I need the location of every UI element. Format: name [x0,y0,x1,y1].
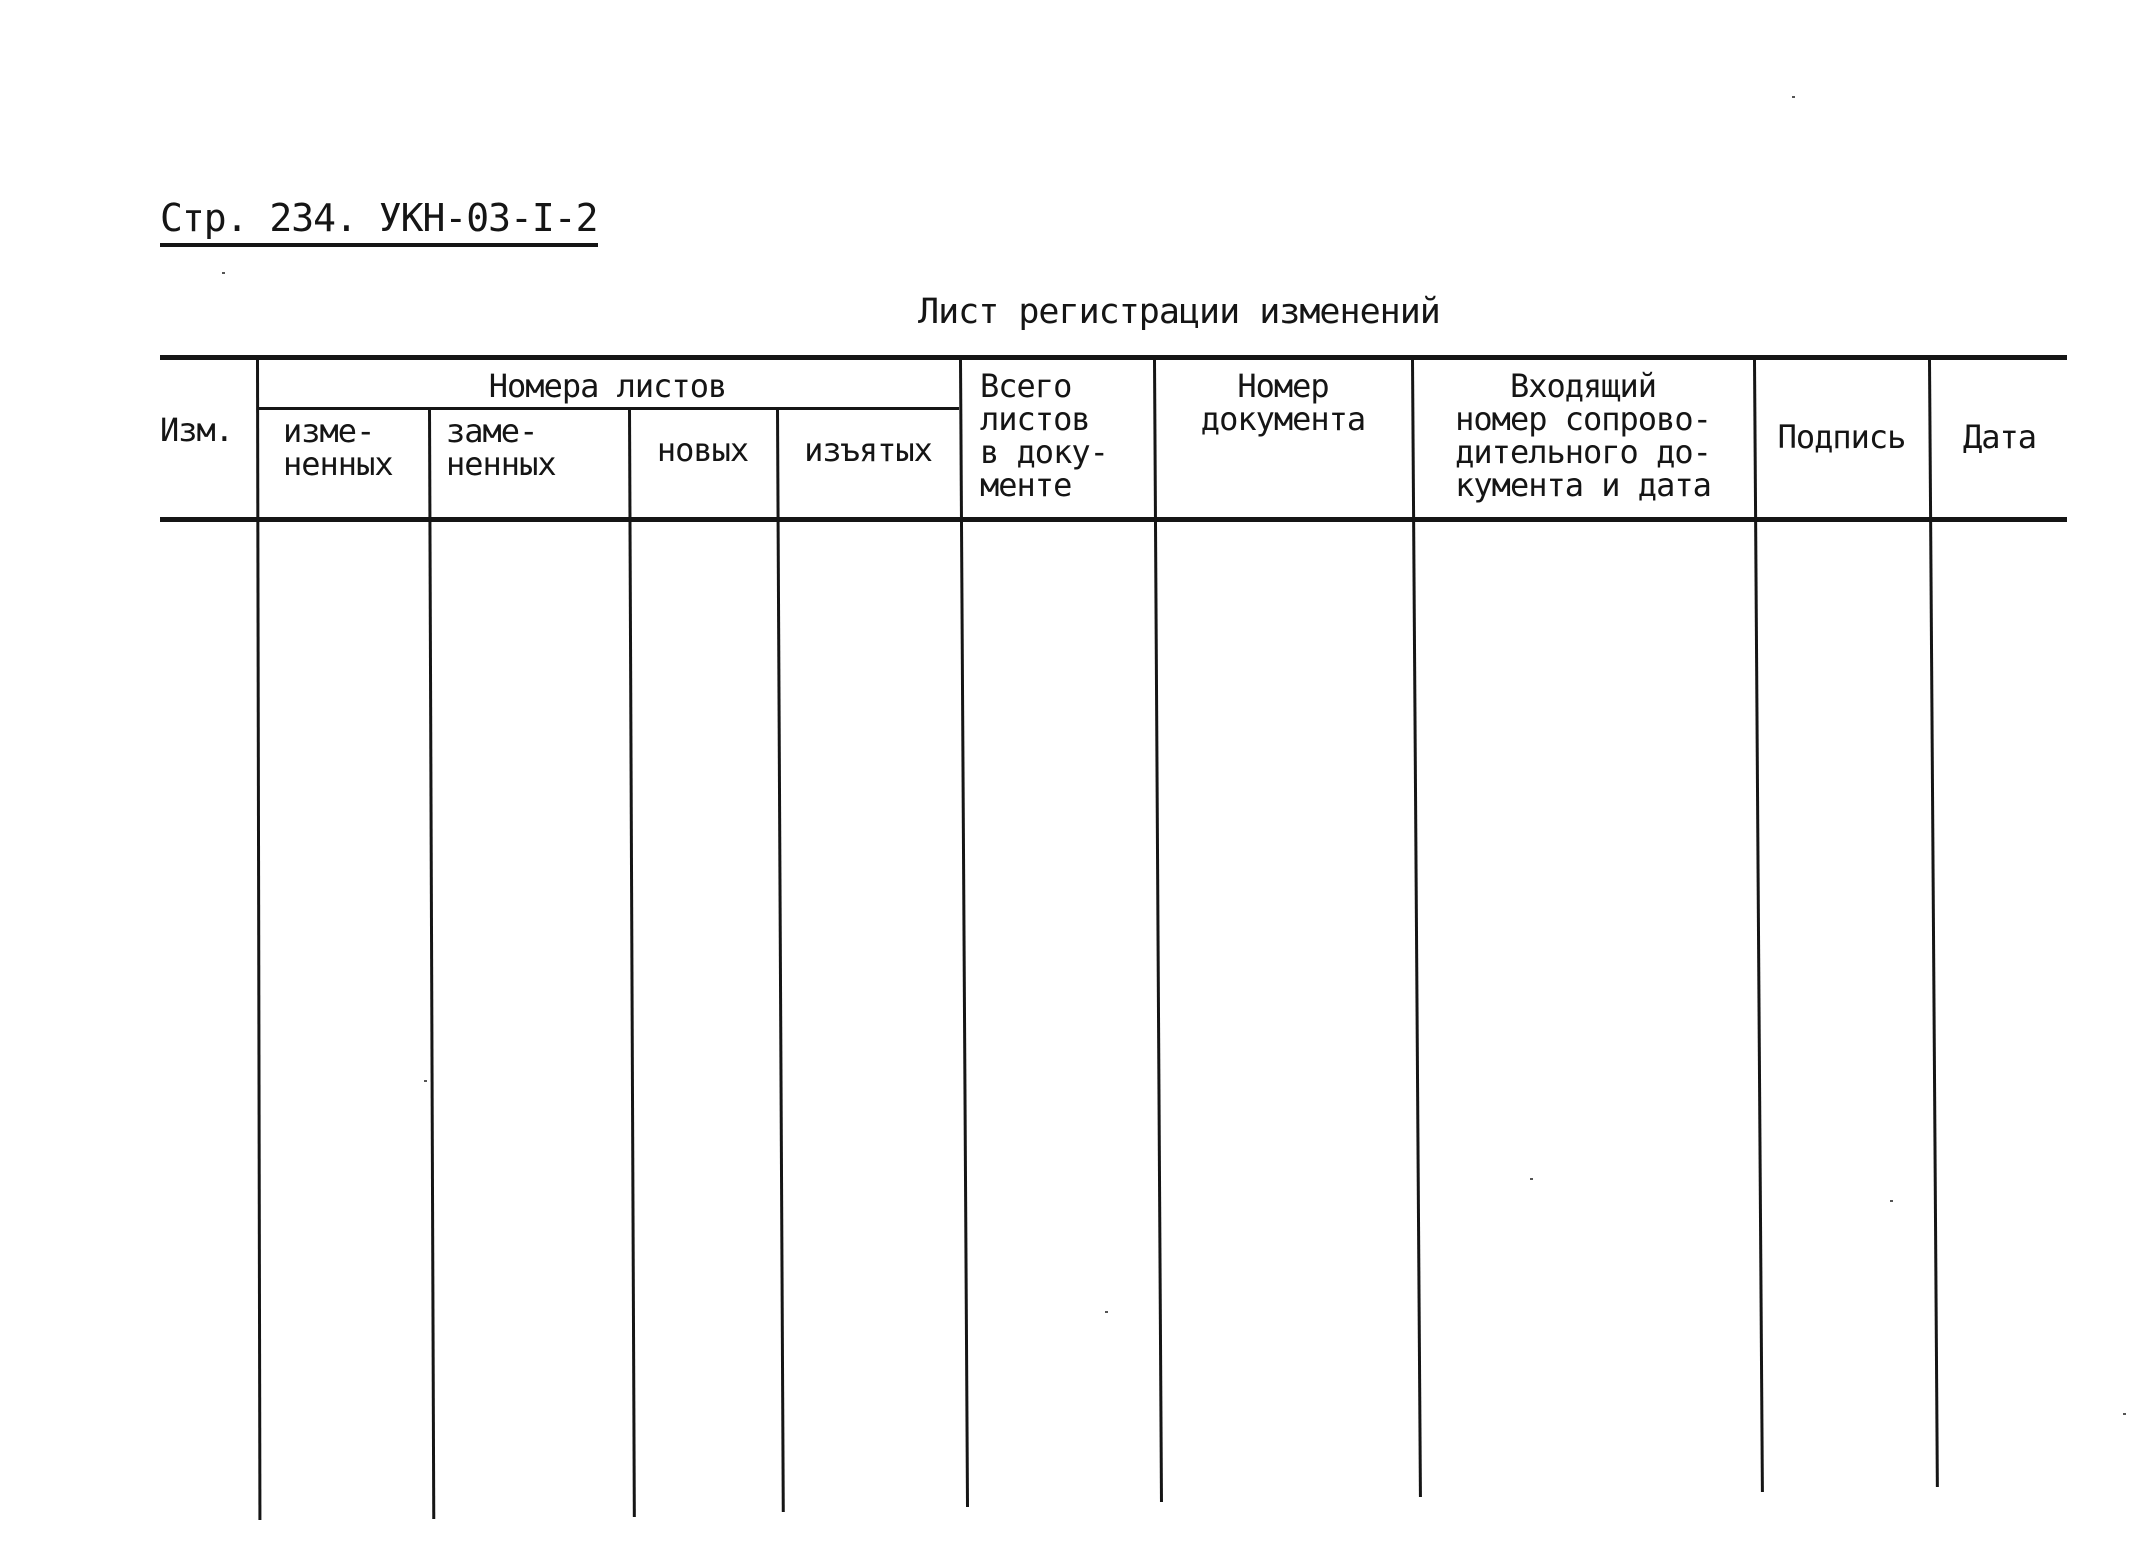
header-replaced: заме- ненных [446,412,556,483]
page-reference: Стр. 234. УКН-03-I-2 [160,196,598,247]
header-sheet-numbers: Номера листов [488,367,727,405]
column-divider [1753,360,1764,1492]
scan-speck [424,1080,427,1082]
header-withdrawn: изъятых [804,431,932,469]
header-document-number: Номер документа [1200,367,1366,438]
table-header-bottom-rule [160,517,2067,522]
column-divider [1411,360,1422,1497]
column-divider [428,409,435,1519]
column-divider [1153,360,1163,1502]
scan-speck [1530,1178,1533,1180]
column-divider [256,360,261,1520]
sheet-numbers-group-rule [257,407,959,410]
header-izm: Изм. [160,411,234,449]
sheet-title: Лист регистрации изменений [918,292,1440,332]
header-new: новых [656,431,749,469]
scan-speck [222,272,225,274]
scan-speck [1890,1200,1893,1202]
header-changed: изме- ненных [283,412,393,483]
table-top-rule [160,355,2067,360]
column-divider [776,409,785,1512]
header-date: Дата [1962,418,2037,456]
column-divider [1928,360,1939,1487]
header-incoming-number: Входящий номер сопрово- дительного до- кумента и дата [1455,367,1711,504]
header-signature: Подпись [1777,418,1906,456]
scan-speck [1792,96,1795,98]
scan-speck [2123,1413,2126,1415]
column-divider [628,409,636,1517]
column-divider [959,360,969,1507]
scan-speck [1105,1311,1108,1313]
header-total-sheets: Всего листов в доку- менте [980,367,1108,504]
